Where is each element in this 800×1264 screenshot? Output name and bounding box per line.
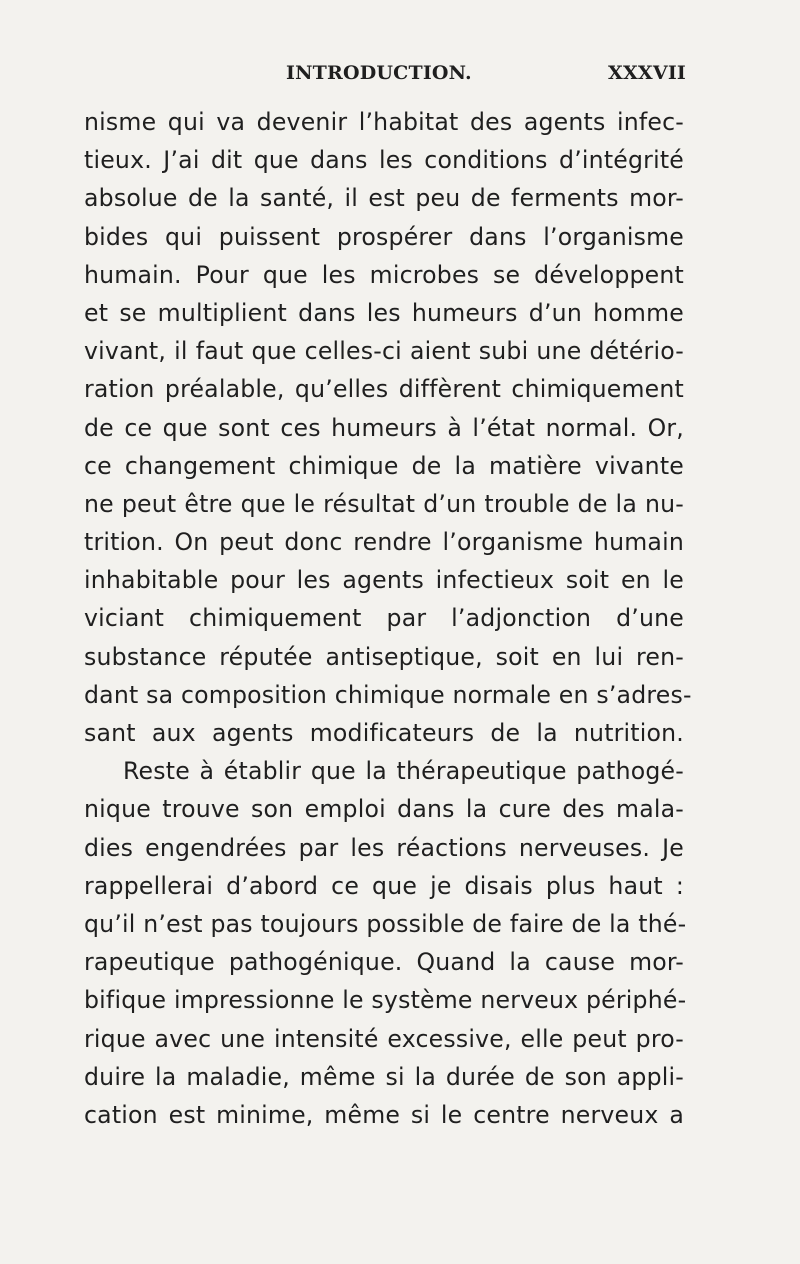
text-line: rique avec une intensité excessive, elle peut pro- — [84, 1024, 684, 1053]
text-line: nisme qui va devenir l’habitat des agents infec- — [84, 108, 684, 136]
text-line: cation est minime, même si le centre nerveux a — [84, 1100, 684, 1129]
text-line: bides qui puissent prospérer dans l’organisme — [84, 222, 684, 251]
text-line: bifique impressionne le système nerveux périphé- — [84, 986, 687, 1015]
text-line: qu’il n’est pas toujours possible de faire de la thé- — [84, 909, 687, 938]
text-line: humain. Pour que les microbes se développent — [84, 260, 684, 289]
text-line: ce changement chimique de la matière vivante — [84, 451, 684, 480]
text-line: dant sa composition chimique normale en s’adres- — [84, 680, 692, 709]
page-number: XXXVII — [608, 62, 686, 84]
text-line: de ce que sont ces humeurs à l’état normal. Or, — [84, 413, 684, 442]
text-line: ne peut être que le résultat d’un trouble de la nu- — [84, 489, 684, 518]
text-line: substance réputée antiseptique, soit en lui ren- — [84, 642, 684, 671]
text-line: ration préalable, qu’elles diffèrent chimiquement — [84, 375, 684, 404]
running-header — [286, 62, 686, 90]
text-line: tieux. J’ai dit que dans les conditions d’intégrité — [84, 146, 684, 175]
text-line: vivant, il faut que celles-ci aient subi une détério- — [84, 337, 684, 366]
text-line: trition. On peut donc rendre l’organisme humain — [84, 528, 684, 557]
paragraph-start-line: Reste à établir que la thérapeutique pathogé- — [123, 757, 684, 786]
text-line: sant aux agents modificateurs de la nutrition. — [84, 719, 684, 747]
text-line: rappellerai d’abord ce que je disais plus haut : — [84, 871, 684, 900]
text-line: rapeutique pathogénique. Quand la cause mor- — [84, 948, 684, 977]
text-line: absolue de la santé, il est peu de ferments mor- — [84, 184, 684, 213]
text-line: viciant chimiquement par l’adjonction d’une — [84, 604, 684, 633]
text-line: nique trouve son emploi dans la cure des mala- — [84, 795, 684, 824]
text-line: duire la maladie, même si la durée de son appli- — [84, 1062, 684, 1091]
running-title: INTRODUCTION. — [286, 62, 472, 84]
text-line: et se multiplient dans les humeurs d’un homme — [84, 298, 684, 327]
text-line: inhabitable pour les agents infectieux soit en le — [84, 566, 684, 595]
body-text — [84, 103, 692, 1134]
text-line: dies engendrées par les réactions nerveuses. Je — [84, 833, 684, 862]
